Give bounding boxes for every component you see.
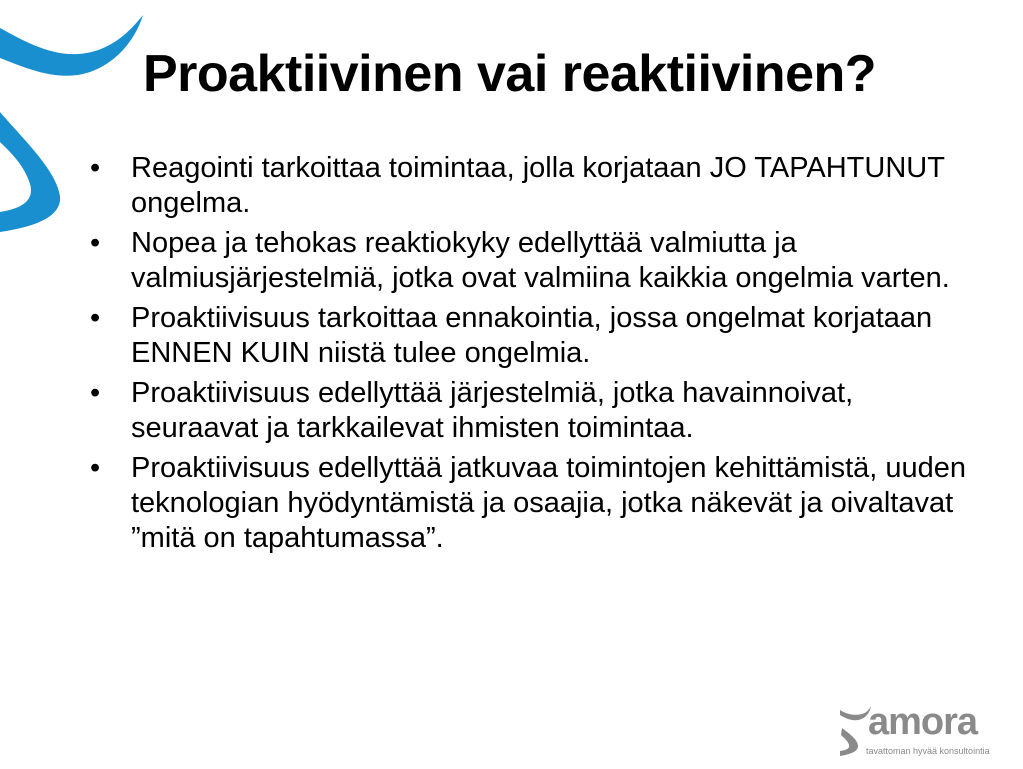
bullet-item: [90, 451, 970, 556]
bullet-item: [90, 301, 970, 371]
bullet-list: [90, 151, 970, 561]
bullet-text: Reagointi tarkoittaa toimintaa, jolla korjataan JO TAPAHTUNUT ongelma.: [131, 152, 945, 219]
slide-title: Proaktiivinen vai reaktiivinen?: [143, 45, 877, 103]
bullet-marker: •: [90, 377, 101, 409]
bullet-text: Proaktiivisuus tarkoittaa ennakointia, jossa ongelmat korjataan ENNEN KUIN niistä tulee ongelmia.: [131, 302, 933, 369]
bullet-text: Proaktiivisuus edellyttää jatkuvaa toimintojen kehittämistä, uuden teknologian hyödyntämistä ja osaajia, jotka näkevät ja oivaltavat ”mitä on tapahtumassa”.: [131, 452, 967, 554]
bullet-item: [90, 151, 970, 221]
bullet-marker: •: [90, 227, 101, 259]
bullet-item: [90, 376, 970, 446]
bullet-text: Nopea ja tehokas reaktiokyky edellyttää valmiutta ja valmiusjärjestelmiä, jotka ovat valmiina kaikkia ongelmia varten.: [131, 227, 950, 294]
bullet-item: [90, 226, 970, 296]
bullet-text: Proaktiivisuus edellyttää järjestelmiä, jotka havainnoivat, seuraavat ja tarkkailevat ihmisten toimintaa.: [131, 377, 854, 444]
bullet-marker: •: [90, 452, 101, 484]
bullet-marker: •: [90, 302, 101, 334]
brand-logo-text: amora: [868, 701, 978, 743]
bullet-marker: •: [90, 152, 101, 184]
brand-tagline: tavattoman hyvää konsultointia: [866, 746, 990, 756]
